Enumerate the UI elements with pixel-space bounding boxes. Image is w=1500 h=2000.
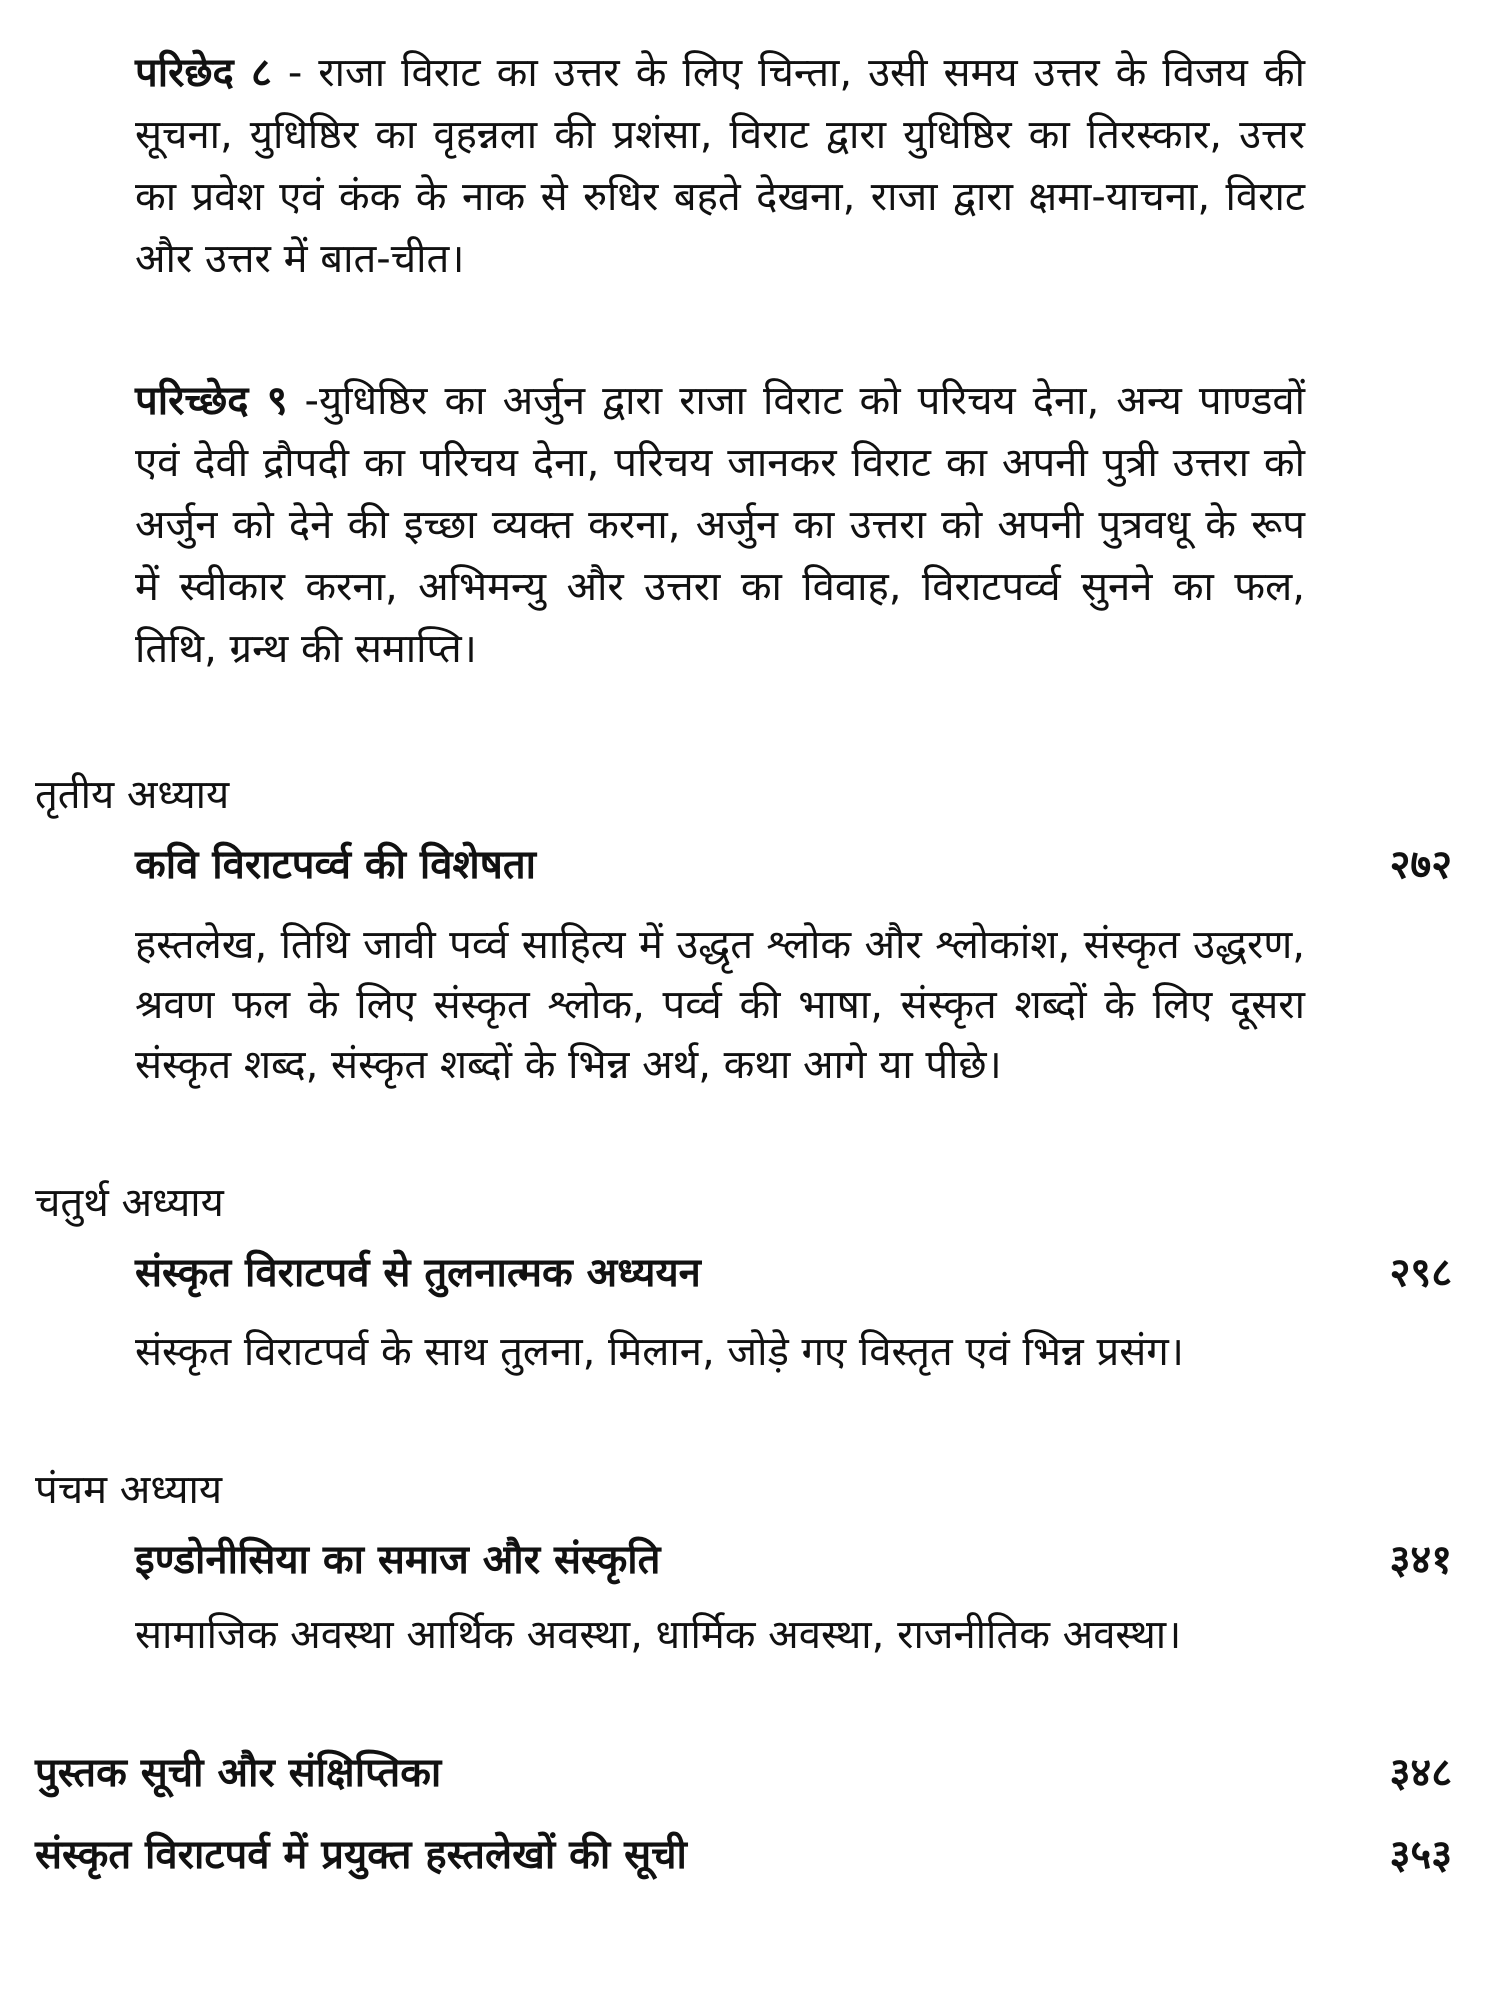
chapter-4-label: चतुर्थ अध्याय <box>35 1180 224 1226</box>
section-8-paragraph <box>135 42 1305 290</box>
chapter-5-page-number: ३४१ <box>1389 1537 1452 1583</box>
section-9-heading: परिच्छेद ९ <box>135 378 288 424</box>
chapter-5-title: इण्डोनीसिया का समाज और संस्कृति <box>135 1537 661 1583</box>
chapter-5-description: सामाजिक अवस्था आर्थिक अवस्था, धार्मिक अवस्था, राजनीतिक अवस्था। <box>135 1612 1182 1658</box>
section-8-heading: परिछेद ८ <box>135 50 272 96</box>
section-9-paragraph <box>135 370 1305 680</box>
chapter-3-page-number: २७२ <box>1389 842 1452 888</box>
chapter-3-label: तृतीय अध्याय <box>35 772 230 818</box>
section-8-text: - राजा विराट का उत्तर के लिए चिन्ता, उसी समय उत्तर के विजय की सूचना, युधिष्ठिर का वृहन्नला की प्रशंसा, विराट द्वारा युधिष्ठिर का तिरस्कार, उत्तर का प्रवेश एवं कंक के नाक से रुधिर बहते देखना, राजा द्वारा क्षमा-याचना, विराट और उत्तर में बात-चीत। <box>135 50 1306 282</box>
bibliography-title: पुस्तक सूची और संक्षिप्तिका <box>35 1750 442 1796</box>
chapter-3-title: कवि विराटपर्व्व की विशेषता <box>135 842 536 888</box>
chapter-4-title: संस्कृत विराटपर्व से तुलनात्मक अध्ययन <box>135 1250 701 1296</box>
chapter-3-description: हस्तलेख, तिथि जावी पर्व्व साहित्य में उद्धृत श्लोक और श्लोकांश, संस्कृत उद्धरण, श्रवण फल के लिए संस्कृत श्लोक, पर्व्व की भाषा, संस्कृत शब्दों के लिए दूसरा संस्कृत शब्द, संस्कृत शब्दों के भिन्न अर्थ, कथा आगे या पीछे। <box>135 922 1305 1088</box>
manuscript-list-page-number: ३५३ <box>1389 1832 1452 1878</box>
section-9-text: -युधिष्ठिर का अर्जुन द्वारा राजा विराट को परिचय देना, अन्य पाण्डवों एवं देवी द्रौपदी का परिचय देना, परिचय जानकर विराट का अपनी पुत्री उत्तरा को अर्जुन को देने की इच्छा व्यक्त करना, अर्जुन का उत्तरा को अपनी पुत्रवधू के रूप में स्वीकार करना, अभिमन्यु और उत्तरा का विवाह, विराटपर्व्व सुनने का फल, तिथि, ग्रन्थ की समाप्ति। <box>135 378 1305 672</box>
bibliography-page-number: ३४८ <box>1389 1750 1452 1796</box>
chapter-4-description: संस्कृत विराटपर्व के साथ तुलना, मिलान, जोड़े गए विस्तृत एवं भिन्न प्रसंग। <box>135 1329 1184 1375</box>
chapter-4-page-number: २९८ <box>1389 1250 1452 1296</box>
chapter-5-label: पंचम अध्याय <box>35 1467 223 1513</box>
manuscript-list-title: संस्कृत विराटपर्व में प्रयुक्त हस्तलेखों की सूची <box>35 1832 687 1878</box>
